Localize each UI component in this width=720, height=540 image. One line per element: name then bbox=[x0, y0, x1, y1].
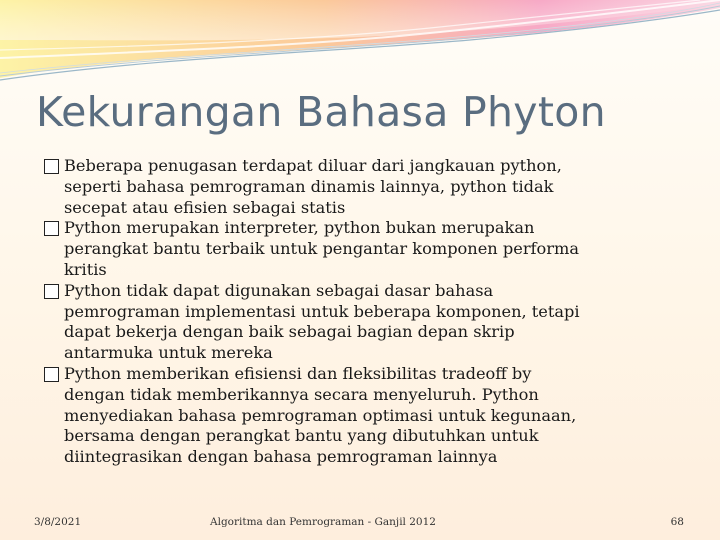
bullet-line: kritis bbox=[64, 259, 107, 279]
footer-page-number: 68 bbox=[670, 516, 684, 528]
bullet-line: antarmuka untuk mereka bbox=[64, 343, 273, 363]
missing-glyph-box-icon bbox=[44, 367, 59, 382]
missing-glyph-box-icon bbox=[44, 221, 59, 236]
bullet-line: bersama dengan perangkat bantu yang dibutuhkan untuk bbox=[64, 426, 539, 446]
bullet-line: dapat bekerja dengan baik sebagai bagian depan skrip bbox=[64, 322, 515, 342]
bullet-line: Python merupakan interpreter, python bukan merupakan bbox=[64, 218, 535, 238]
bullet-item bbox=[44, 156, 684, 218]
bullet-line: pemrograman implementasi untuk beberapa komponen, tetapi bbox=[64, 301, 580, 321]
bullet-line: Beberapa penugasan terdapat diluar dari jangkauan python, bbox=[64, 156, 562, 175]
missing-glyph-box-icon bbox=[44, 159, 59, 174]
footer-course: Algoritma dan Pemrograman - Ganjil 2012 bbox=[210, 516, 436, 528]
missing-glyph-box-icon bbox=[44, 284, 59, 299]
decorative-wave-banner bbox=[0, 0, 720, 90]
bullet-line: perangkat bantu terbaik untuk pengantar komponen performa bbox=[64, 239, 580, 259]
slide-title: Kekurangan Bahasa Phyton bbox=[36, 88, 606, 136]
bullet-line: seperti bahasa pemrograman dinamis lainnya, python tidak bbox=[64, 176, 554, 196]
bullet-line: Python tidak dapat digunakan sebagai dasar bahasa bbox=[64, 280, 494, 300]
bullet-item bbox=[44, 281, 684, 364]
bullet-line: diintegrasikan dengan bahasa pemrograman lainnya bbox=[64, 447, 498, 467]
bullet-line: dengan tidak memberikannya secara menyeluruh. Python bbox=[64, 384, 539, 404]
bullet-line: secepat atau efisien sebagai statis bbox=[64, 197, 346, 217]
bullet-line: menyediakan bahasa pemrograman optimasi untuk kegunaan, bbox=[64, 405, 577, 425]
bullet-item bbox=[44, 364, 684, 468]
footer-date: 3/8/2021 bbox=[34, 516, 82, 528]
bullet-item bbox=[44, 218, 684, 280]
bullet-line: Python memberikan efisiensi dan fleksibilitas tradeoff by bbox=[64, 363, 532, 383]
bullet-list bbox=[44, 156, 684, 468]
